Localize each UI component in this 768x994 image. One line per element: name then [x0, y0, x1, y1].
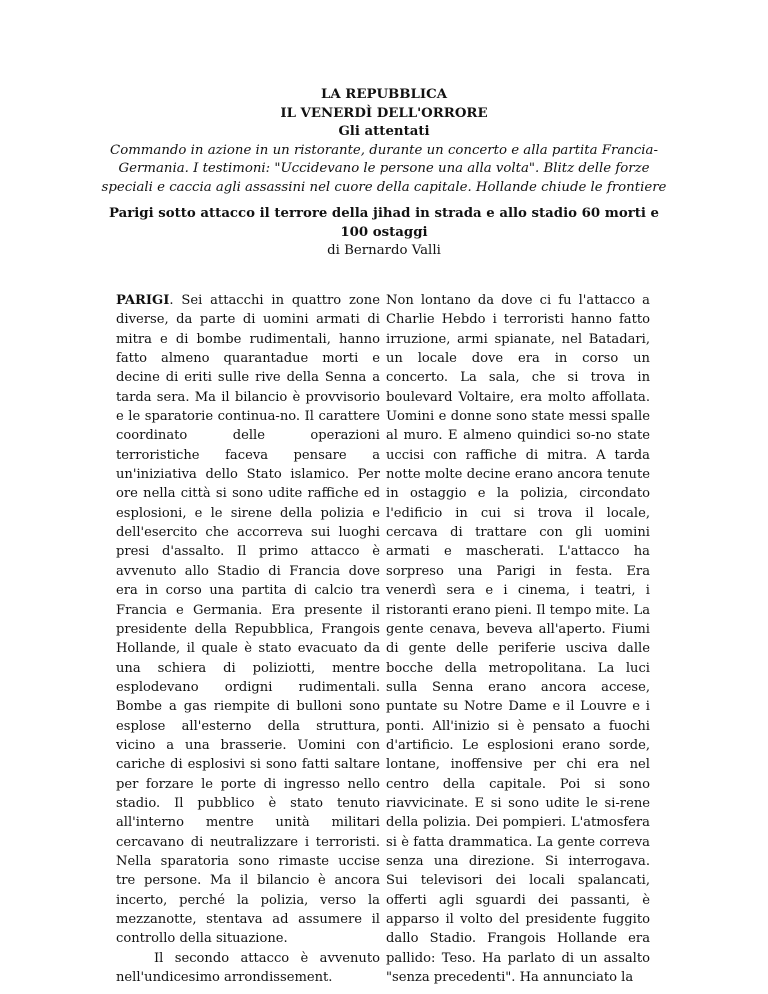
topic-title: Gli attentati — [338, 124, 430, 139]
article-heading — [100, 205, 668, 261]
dateline: PARIGI — [116, 293, 170, 308]
left-column — [116, 291, 380, 987]
section-title: IL VENERDÌ DELL'ORRORE — [280, 105, 488, 121]
article-headline: Parigi sotto attacco il terrore della jihad in strada e allo stadio 60 morti e 100 ostaggi — [108, 206, 659, 240]
paragraph-text: . Sei attacchi in quattro zone diverse, da parte di uomini armati di mitra e di bombe rudimentali, hanno fatto almeno quarantadue morti e decine di eriti sulle rive della Senna a tarda sera. Ma il bilancio è provvisorio e le sparatorie continua-no. Il carattere coordinato delle operazioni terroristiche faceva pensare a un'iniziativa dello Stato islamico. Per ore nella città si sono udite raffiche ed esplosioni, e le sirene della polizia e dell'esercito che accorreva sui luoghi presi d'assalto. Il primo attacco è avvenuto allo Stadio di Francia dove era in corso una partita di calcio tra Francia e Germania. Era presente il presidente della Repubblica, Frangois Hollande, il quale è stato evacuato da una schiera di poliziotti, mentre esplodevano ordigni rudimentali. Bombe a gas riempite di bulloni sono esplose all'esterno della struttura, vicino a una brasserie. Uomini con cariche di esplosivi si sono fatti saltare per forzare le porte di ingresso nello stadio. Il pubblico è stato tenuto all'interno mentre unità militari cercavano di neutralizzare i terroristi. Nella sparatoria sono rimaste uccise tre persone. Ma il bilancio è ancora incerto, perché la polizia, verso la mezzanotte, stentava ad assumere il controllo della situazione. — [116, 293, 380, 947]
subtitle: Commando in azione in un ristorante, durante un concerto e alla partita Francia-Germania. I testimoni: "Uccidevano le persone una alla volta". Blitz delle forze speciali e caccia agli assassini nel cuore della capitale. Hollande chiude le frontiere — [101, 142, 667, 195]
right-column — [386, 291, 650, 987]
paragraph: Non lontano da dove ci fu l'attacco a Charlie Hebdo i terroristi hanno fatto irruzione, armi spianate, nel Batadari, un locale dove era in corso un concerto. La sala, che si trova in boulevard Voltaire, era molto affollata. Uomini e donne sono state messi spalle al muro. E almeno quindici so-no state uccisi con raffiche di mitra. A tarda notte molte decine erano ancora tenute in ostaggio e la polizia, circondato l'edificio in cui si trova il locale, cercava di trattare con gli uomini armati e mascherati. L'attacco ha sorpreso una Parigi in festa. Era venerdì sera e i cinema, i teatri, i ristoranti erano pieni. Il tempo mite. La gente cenava, beveva all'aperto. Fiumi di gente delle periferie usciva dalle bocche della metropolitana. La luci sulla Senna erano ancora accese, puntate su Notre Dame e il Louvre e i ponti. All'inizio si è pensato a fuochi d'artificio. Le esplosioni erano sorde, lontane, inoffensive per chi era nel centro della capitale. Poi si sono riavvicinate. E si sono udite le si-rene della polizia. Dei pompieri. L'atmosfera si è fatta drammatica. La gente correva senza una direzione. Si interrogava. Sui televisori dei locali spalancati, offerti agli sguardi dei passanti, è apparso il volto del presidente fuggito dallo Stadio. Frangois Hollande era pallido: Teso. Ha parlato di un assalto "senza precedenti". Ha annunciato la — [386, 293, 650, 986]
paragraph — [116, 291, 380, 949]
newspaper-header — [100, 86, 668, 197]
paragraph: Il secondo attacco è avvenuto nell'undicesimo arrondissement. — [116, 950, 380, 986]
newspaper-name: LA REPUBBLICA — [320, 87, 448, 102]
byline: di Bernardo Valli — [327, 243, 441, 258]
